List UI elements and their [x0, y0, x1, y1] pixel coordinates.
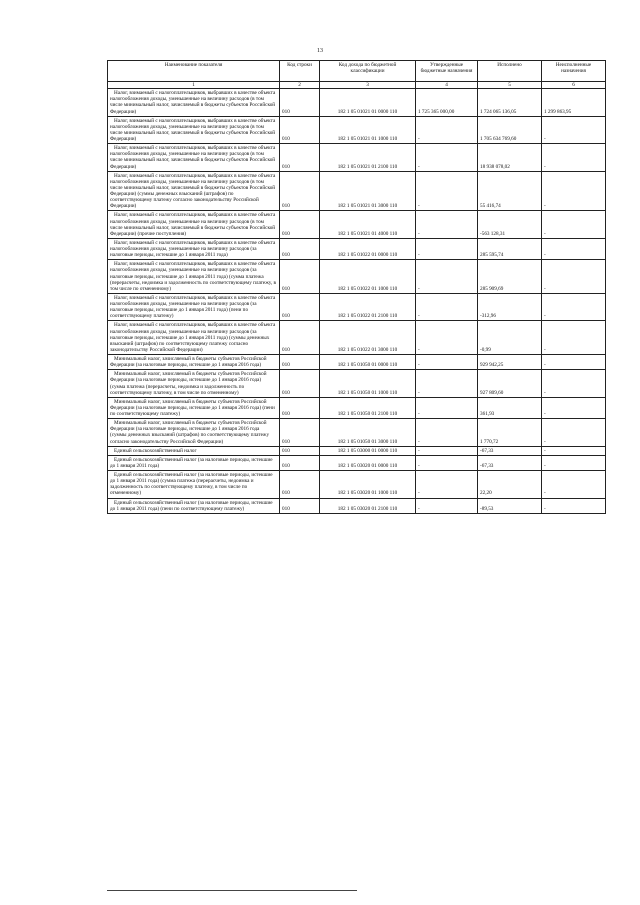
table-row: [108, 171, 606, 211]
footer-line: [107, 890, 357, 891]
row-line-code: 010: [280, 471, 320, 499]
header-line-code: Код строки: [280, 61, 320, 82]
row-income-code: 182 1 05 01050 01 1000 110: [320, 370, 416, 398]
row-executed: 1 770,72: [478, 419, 542, 447]
table-row: [108, 211, 606, 239]
row-income-code: 182 1 05 01021 01 1000 110: [320, 116, 416, 144]
header-unexecuted: Неисполненные назначения: [542, 61, 606, 82]
table-row: [108, 238, 606, 259]
row-approved: -: [416, 116, 478, 144]
row-approved: -: [416, 321, 478, 355]
column-number: 1: [108, 82, 280, 89]
row-income-code: 182 1 05 01022 01 1000 110: [320, 260, 416, 294]
table-row: [108, 321, 606, 355]
column-number: 5: [478, 82, 542, 89]
row-approved: -: [416, 171, 478, 211]
row-line-code: 010: [280, 498, 320, 513]
budget-execution-table: [107, 60, 606, 514]
row-unexecuted: -: [542, 144, 606, 172]
row-executed: -563 128,31: [478, 211, 542, 239]
table-row: [108, 144, 606, 172]
row-name: Минимальный налог, зачисляемый в бюджеты субъектов Российской Федерации (за налоговые периоды, истекшие до 1 января 2016 года (суммы денежных взысканий (штрафов) по соответствующему платежу согласно законодательству Российской Федерации): [108, 419, 280, 447]
row-income-code: 182 1 05 01050 01 2100 110: [320, 397, 416, 418]
row-unexecuted: -: [542, 355, 606, 370]
row-unexecuted: -: [542, 419, 606, 447]
table-row: [108, 498, 606, 513]
row-name: Налог, взимаемый с налогоплательщиков, выбравших в качестве объекта налогообложения доходы, уменьшенные на величину расходов (за налоговые периоды, истекшие до 1 января 2011 года): [108, 238, 280, 259]
table-row: [108, 116, 606, 144]
header-approved: Утвержденные бюджетные назначения: [416, 61, 478, 82]
column-number-row: [108, 82, 606, 89]
row-income-code: 182 1 05 01021 01 3000 110: [320, 171, 416, 211]
header-executed: Исполнено: [478, 61, 542, 82]
row-approved: -: [416, 397, 478, 418]
row-executed: -312,96: [478, 293, 542, 321]
table-row: [108, 471, 606, 499]
row-line-code: 010: [280, 171, 320, 211]
row-unexecuted: -: [542, 446, 606, 455]
row-line-code: 010: [280, 89, 320, 117]
row-executed: 361,93: [478, 397, 542, 418]
row-name: Налог, взимаемый с налогоплательщиков, выбравших в качестве объекта налогообложения доходы, уменьшенные на величину расходов (за налоговые периоды, истекшие до 1 января 2011 года) (суммы денежных взысканий (штрафов) по соответствующему платежу согласно законодательству Российской Федерации): [108, 321, 280, 355]
row-name: Налог, взимаемый с налогоплательщиков, выбравших в качестве объекта налогообложения доходы, уменьшенные на величину расходов (в том числе минимальный налог, зачисляемый в бюджеты субъектов Российской Федерации) (суммы денежных взысканий (штрафов) по соответствующему платежу согласно законодательству Российской Федерации): [108, 171, 280, 211]
row-name: Налог, взимаемый с налогоплательщиков, выбравших в качестве объекта налогообложения доходы, уменьшенные на величину расходов (за налоговые периоды, истекшие до 1 января 2011 года) (сумма платежа (перерасчеты, недоимка и задолженность по соответствующему платежу, в том числе по отмененному): [108, 260, 280, 294]
table-header-row: [108, 61, 606, 82]
table-row: [108, 89, 606, 117]
column-number: 6: [542, 82, 606, 89]
row-income-code: 182 1 05 01022 01 0000 110: [320, 238, 416, 259]
row-line-code: 010: [280, 370, 320, 398]
row-executed: 18 938 078,02: [478, 144, 542, 172]
row-income-code: 182 1 05 01022 01 3000 110: [320, 321, 416, 355]
row-executed: 22,20: [478, 471, 542, 499]
row-unexecuted: -: [542, 293, 606, 321]
row-income-code: 182 1 05 01021 01 2100 110: [320, 144, 416, 172]
row-executed: -89,53: [478, 498, 542, 513]
row-line-code: 010: [280, 321, 320, 355]
row-unexecuted: 1 299 863,95: [542, 89, 606, 117]
row-name: Минимальный налог, зачисляемый в бюджеты субъектов Российской Федерации (за налоговые периоды, истекшие до 1 января 2016 года): [108, 355, 280, 370]
row-name: Налог, взимаемый с налогоплательщиков, выбравших в качестве объекта налогообложения доходы, уменьшенные на величину расходов (за налоговые периоды, истекшие до 1 января 2011 года) (пени по соответствующему платежу): [108, 293, 280, 321]
row-executed: 927 809,60: [478, 370, 542, 398]
row-name: Минимальный налог, зачисляемый в бюджеты субъектов Российской Федерации (за налоговые периоды, истекшие до 1 января 2016 года) (сумма платежа (перерасчеты, недоимка и задолженность по соответствующему платежу, в том числе по отмененному): [108, 370, 280, 398]
row-line-code: 010: [280, 260, 320, 294]
row-name: Единый сельскохозяйственный налог (за налоговые периоды, истекшие до 1 января 2011 года) (сумма платежа (перерасчеты, недоимка и задолженность по соответствующему платежу, в том числе по отмененному): [108, 471, 280, 499]
row-unexecuted: -: [542, 171, 606, 211]
row-approved: -: [416, 446, 478, 455]
row-approved: -: [416, 238, 478, 259]
row-line-code: 010: [280, 211, 320, 239]
row-executed: 285 595,74: [478, 238, 542, 259]
row-approved: -: [416, 260, 478, 294]
row-line-code: 010: [280, 116, 320, 144]
page-number: 13: [317, 48, 323, 54]
column-number: 4: [416, 82, 478, 89]
row-line-code: 010: [280, 397, 320, 418]
row-approved: -: [416, 498, 478, 513]
row-income-code: 182 1 05 03020 01 0000 110: [320, 455, 416, 470]
row-approved: 1 725 365 000,00: [416, 89, 478, 117]
column-number: 3: [320, 82, 416, 89]
row-unexecuted: -: [542, 238, 606, 259]
row-line-code: 010: [280, 238, 320, 259]
row-income-code: 182 1 05 01022 01 2100 110: [320, 293, 416, 321]
row-unexecuted: -: [542, 455, 606, 470]
table-row: [108, 397, 606, 418]
row-line-code: 010: [280, 455, 320, 470]
row-income-code: 182 1 05 03020 01 1000 110: [320, 471, 416, 499]
row-line-code: 010: [280, 355, 320, 370]
row-executed: 285 909,69: [478, 260, 542, 294]
row-line-code: 010: [280, 293, 320, 321]
row-name: Единый сельскохозяйственный налог (за налоговые периоды, истекшие до 1 января 2011 года) (пени по соответствующему платежу): [108, 498, 280, 513]
header-income-code: Код дохода по бюджетной классификации: [320, 61, 416, 82]
row-unexecuted: -: [542, 211, 606, 239]
row-approved: -: [416, 419, 478, 447]
row-executed: 55 416,74: [478, 171, 542, 211]
row-name: Минимальный налог, зачисляемый в бюджеты субъектов Российской Федерации (за налоговые периоды, истекшие до 1 января 2016 года) (пени по соответствующему платежу): [108, 397, 280, 418]
row-name: Единый сельскохозяйственный налог (за налоговые периоды, истекшие до 1 января 2011 года): [108, 455, 280, 470]
row-line-code: 010: [280, 144, 320, 172]
row-approved: -: [416, 144, 478, 172]
row-unexecuted: -: [542, 397, 606, 418]
row-name: Налог, взимаемый с налогоплательщиков, выбравших в качестве объекта налогообложения доходы, уменьшенные на величину расходов (в том числе минимальный налог, зачисляемый в бюджеты субъектов Российской Федерации) (прочие поступления): [108, 211, 280, 239]
row-income-code: 182 1 05 03020 01 2100 110: [320, 498, 416, 513]
row-name: Налог, взимаемый с налогоплательщиков, выбравших в качестве объекта налогообложения доходы, уменьшенные на величину расходов (в том числе минимальный налог, зачисляемый в бюджеты субъектов Российской Федерации): [108, 144, 280, 172]
row-approved: -: [416, 293, 478, 321]
row-income-code: 182 1 05 03000 01 0000 110: [320, 446, 416, 455]
row-executed: 1 705 634 769,60: [478, 116, 542, 144]
row-approved: -: [416, 370, 478, 398]
row-executed: 1 724 065 136,05: [478, 89, 542, 117]
table-row: [108, 293, 606, 321]
row-line-code: 010: [280, 419, 320, 447]
table-row: [108, 355, 606, 370]
header-indicator-name: Наименование показателя: [108, 61, 280, 82]
row-name: Налог, взимаемый с налогоплательщиков, выбравших в качестве объекта налогообложения доходы, уменьшенные на величину расходов (в том числе минимальный налог, зачисляемый в бюджеты субъектов Российской Федерации): [108, 89, 280, 117]
row-unexecuted: -: [542, 370, 606, 398]
row-executed: -0,99: [478, 321, 542, 355]
row-income-code: 182 1 05 01050 01 3000 110: [320, 419, 416, 447]
row-unexecuted: -: [542, 498, 606, 513]
row-name: Единый сельскохозяйственный налог: [108, 446, 280, 455]
row-executed: -67,33: [478, 446, 542, 455]
row-unexecuted: -: [542, 471, 606, 499]
row-name: Налог, взимаемый с налогоплательщиков, выбравших в качестве объекта налогообложения доходы, уменьшенные на величину расходов (в том числе минимальный налог, зачисляемый в бюджеты субъектов Российской Федерации): [108, 116, 280, 144]
table-row: [108, 419, 606, 447]
row-unexecuted: -: [542, 260, 606, 294]
row-approved: -: [416, 355, 478, 370]
row-income-code: 182 1 05 01021 01 0000 110: [320, 89, 416, 117]
table-row: [108, 260, 606, 294]
row-approved: -: [416, 211, 478, 239]
row-approved: -: [416, 455, 478, 470]
table-row: [108, 370, 606, 398]
row-unexecuted: -: [542, 116, 606, 144]
row-income-code: 182 1 05 01021 01 4000 110: [320, 211, 416, 239]
column-number: 2: [280, 82, 320, 89]
table-row: [108, 446, 606, 455]
row-executed: -67,33: [478, 455, 542, 470]
row-executed: 929 942,25: [478, 355, 542, 370]
row-line-code: 010: [280, 446, 320, 455]
row-income-code: 182 1 05 01050 01 0000 110: [320, 355, 416, 370]
row-unexecuted: -: [542, 321, 606, 355]
table-row: [108, 455, 606, 470]
row-approved: -: [416, 471, 478, 499]
